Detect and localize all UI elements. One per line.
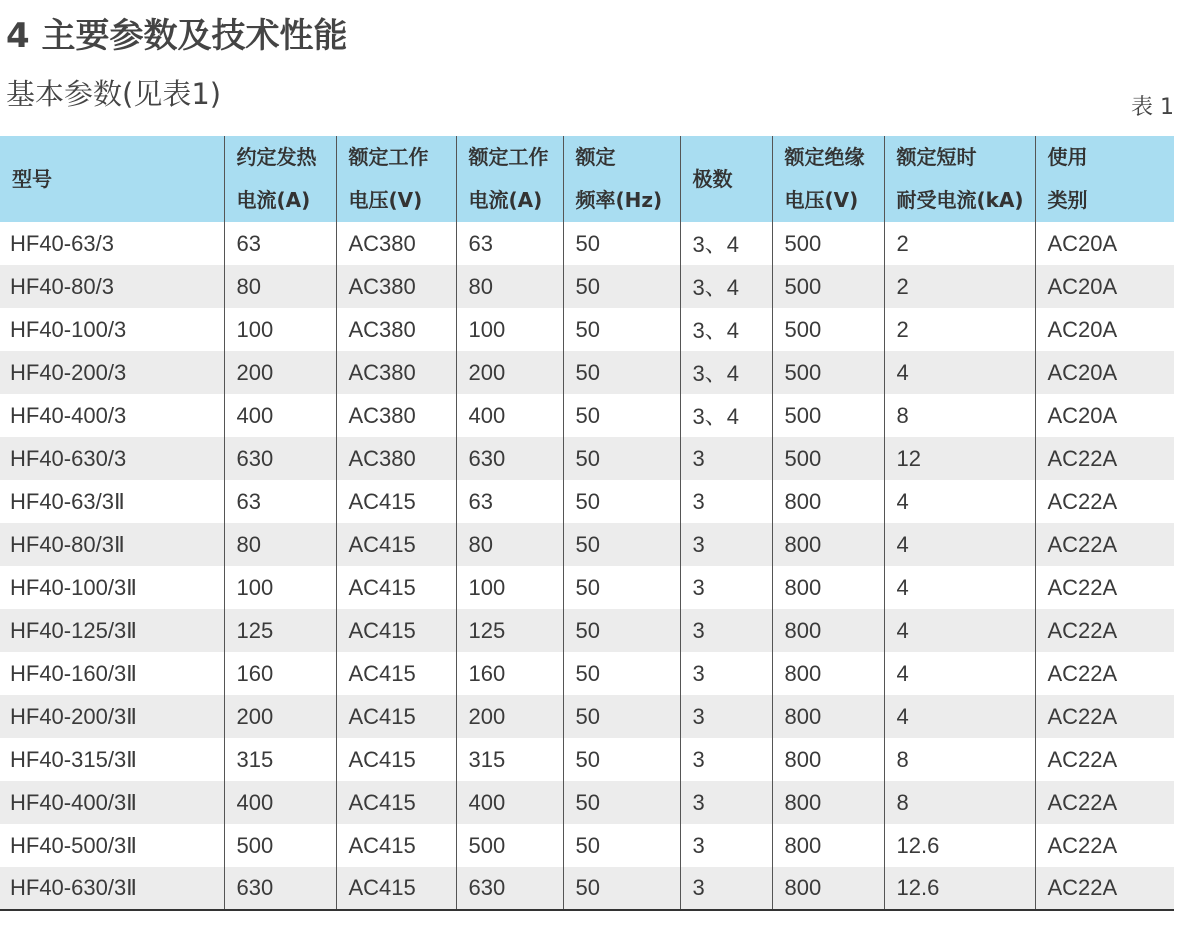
table-cell: 630: [456, 867, 563, 910]
table-row: [0, 867, 1174, 910]
table-cell: HF40-630/3Ⅱ: [10, 875, 138, 900]
table-cell: AC380: [336, 265, 456, 308]
table-cell: AC415: [336, 781, 456, 824]
table-cell: 500: [772, 222, 884, 265]
table-cell: 80: [224, 265, 336, 308]
table-cell: 500: [772, 437, 884, 480]
table-cell: 3、4: [680, 265, 772, 308]
table-cell: AC20A: [1035, 351, 1174, 394]
table-cell: 3: [680, 695, 772, 738]
column-header-line: 使用: [1047, 145, 1088, 169]
table-cell: 200: [224, 351, 336, 394]
column-header-line: 极数: [692, 166, 733, 191]
table-cell: 500: [772, 265, 884, 308]
table-cell: 125: [224, 609, 336, 652]
table-cell: 630: [224, 437, 336, 480]
column-header-line: 电流(A): [468, 188, 543, 212]
column-header-line: 约定发热: [236, 145, 317, 169]
column-header: [456, 136, 563, 222]
table-cell: 3、4: [680, 222, 772, 265]
table-cell: 800: [772, 738, 884, 781]
table-cell: AC20A: [1035, 222, 1174, 265]
column-header: [224, 136, 336, 222]
table-row: [0, 437, 1174, 480]
table-row: [0, 781, 1174, 824]
table-cell: 2: [884, 222, 1035, 265]
table-row: [0, 394, 1174, 437]
table-cell: AC22A: [1035, 867, 1174, 910]
table-cell: 4: [884, 652, 1035, 695]
section-subheading: 基本参数(见表1): [6, 77, 222, 111]
table-cell: 50: [563, 781, 680, 824]
column-header: [336, 136, 456, 222]
table-cell: 3: [680, 867, 772, 910]
table-cell: 50: [563, 609, 680, 652]
table-cell: 50: [563, 351, 680, 394]
table-cell: 800: [772, 824, 884, 867]
table-cell: 400: [456, 781, 563, 824]
table-cell: 63: [224, 480, 336, 523]
column-header-line: 额定短时: [896, 145, 977, 169]
table-cell: 63: [456, 222, 563, 265]
table-cell: HF40-160/3Ⅱ: [10, 660, 138, 686]
table-cell: 50: [563, 222, 680, 265]
table-cell: 500: [772, 308, 884, 351]
table-cell: 50: [563, 480, 680, 523]
table-cell: 3、4: [680, 351, 772, 394]
table-cell: 630: [224, 867, 336, 910]
table-row: [0, 824, 1174, 867]
table-cell: HF40-200/3Ⅱ: [10, 703, 138, 729]
table-cell: 80: [456, 523, 563, 566]
table-cell: 50: [563, 695, 680, 738]
table-cell: 3: [680, 781, 772, 824]
table-row: [0, 738, 1174, 781]
table-cell: 125: [456, 609, 563, 652]
table-cell: AC380: [336, 308, 456, 351]
table-cell: 4: [884, 695, 1035, 738]
table-cell: AC415: [336, 523, 456, 566]
table-cell: HF40-80/3: [10, 273, 114, 299]
column-header-line: 类别: [1047, 188, 1088, 212]
table-cell: 8: [884, 738, 1035, 781]
table-cell: 4: [884, 480, 1035, 523]
table-cell: AC22A: [1035, 695, 1174, 738]
table-cell: 800: [772, 480, 884, 523]
table-cell: 50: [563, 566, 680, 609]
table-cell: 3: [680, 566, 772, 609]
table-cell: HF40-200/3: [10, 359, 127, 385]
table-cell: 2: [884, 265, 1035, 308]
table-cell: HF40-500/3Ⅱ: [10, 832, 138, 858]
table-cell: 800: [772, 566, 884, 609]
table-cell: AC22A: [1035, 824, 1174, 867]
table-cell: HF40-63/3: [10, 230, 114, 256]
table-cell: AC415: [336, 652, 456, 695]
table-row: [0, 566, 1174, 609]
table-cell: 3: [680, 480, 772, 523]
table-cell: 200: [224, 695, 336, 738]
table-cell: AC20A: [1035, 394, 1174, 437]
table-cell: HF40-100/3Ⅱ: [10, 574, 138, 600]
table-cell: AC20A: [1035, 265, 1174, 308]
table-cell: 3、4: [680, 394, 772, 437]
table-cell: 4: [884, 566, 1035, 609]
table-cell: 80: [456, 265, 563, 308]
table-row: [0, 222, 1174, 265]
column-header: [884, 136, 1035, 222]
column-header-line: 频率(Hz): [575, 188, 663, 212]
table-cell: 800: [772, 867, 884, 910]
table-cell: AC415: [336, 867, 456, 910]
table-cell: 500: [456, 824, 563, 867]
table-cell: 8: [884, 394, 1035, 437]
table-cell: 63: [224, 222, 336, 265]
table-cell: 3: [680, 824, 772, 867]
column-header: [772, 136, 884, 222]
table-cell: 50: [563, 652, 680, 695]
table-row: [0, 609, 1174, 652]
table-cell: HF40-100/3: [10, 316, 127, 342]
table-cell: 8: [884, 781, 1035, 824]
table-cell: 80: [224, 523, 336, 566]
table-body: [0, 222, 1174, 910]
table-cell: 160: [224, 652, 336, 695]
table-cell: AC380: [336, 437, 456, 480]
table-cell: 50: [563, 738, 680, 781]
table-cell: AC415: [336, 738, 456, 781]
table-cell: 800: [772, 695, 884, 738]
table-row: [0, 695, 1174, 738]
column-header-line: 额定绝缘: [784, 145, 865, 169]
table-cell: 200: [456, 351, 563, 394]
table-cell: 63: [456, 480, 563, 523]
table-cell: AC22A: [1035, 738, 1174, 781]
table-cell: AC22A: [1035, 566, 1174, 609]
table-cell: 100: [224, 308, 336, 351]
table-cell: 50: [563, 523, 680, 566]
table-cell: HF40-63/3Ⅱ: [10, 488, 125, 514]
table-cell: 50: [563, 265, 680, 308]
table-cell: AC20A: [1035, 308, 1174, 351]
table-cell: 12: [884, 437, 1035, 480]
table-cell: HF40-400/3: [10, 402, 127, 428]
table-cell: 3: [680, 523, 772, 566]
table-cell: 50: [563, 308, 680, 351]
table-cell: 12.6: [884, 867, 1035, 910]
table-cell: 400: [456, 394, 563, 437]
table-cell: AC415: [336, 566, 456, 609]
column-header-line: 型号: [12, 166, 52, 191]
table-row: [0, 265, 1174, 308]
table-cell: 800: [772, 781, 884, 824]
table-cell: 315: [456, 738, 563, 781]
table-header-row: [0, 136, 1174, 222]
table-row: [0, 480, 1174, 523]
table-cell: AC22A: [1035, 437, 1174, 480]
table-cell: 50: [563, 437, 680, 480]
table-cell: AC22A: [1035, 652, 1174, 695]
table-cell: AC415: [336, 824, 456, 867]
table-cell: 4: [884, 351, 1035, 394]
table-cell: AC22A: [1035, 480, 1174, 523]
table-cell: AC415: [336, 695, 456, 738]
table-row: [0, 351, 1174, 394]
table-cell: 3: [680, 652, 772, 695]
table-cell: AC415: [336, 609, 456, 652]
parameters-table: [0, 136, 1174, 911]
table-cell: AC380: [336, 394, 456, 437]
table-cell: 200: [456, 695, 563, 738]
table-cell: HF40-630/3: [10, 445, 127, 471]
table-cell: 3: [680, 738, 772, 781]
table-cell: 160: [456, 652, 563, 695]
table-cell: 500: [772, 394, 884, 437]
table-cell: AC22A: [1035, 781, 1174, 824]
table-cell: 400: [224, 394, 336, 437]
table-cell: 3: [680, 437, 772, 480]
table-cell: 3、4: [680, 308, 772, 351]
table-cell: 800: [772, 523, 884, 566]
table-cell: 3: [680, 609, 772, 652]
table-cell: AC380: [336, 222, 456, 265]
table-cell: AC415: [336, 480, 456, 523]
table-cell: HF40-315/3Ⅱ: [10, 746, 138, 772]
table-cell: 630: [456, 437, 563, 480]
column-header: [1035, 136, 1174, 222]
table-cell: 4: [884, 523, 1035, 566]
table-cell: AC22A: [1035, 523, 1174, 566]
table-row: [0, 652, 1174, 695]
table-cell: 50: [563, 394, 680, 437]
table-cell: 100: [224, 566, 336, 609]
table-cell: 800: [772, 609, 884, 652]
table-cell: 4: [884, 609, 1035, 652]
column-header-line: 电压(V): [348, 188, 423, 212]
column-header-line: 耐受电流(kA): [896, 188, 1024, 212]
table-cell: HF40-125/3Ⅱ: [10, 617, 138, 643]
column-header-line: 额定: [575, 145, 616, 169]
table-cell: 500: [224, 824, 336, 867]
table-cell: AC22A: [1035, 609, 1174, 652]
table-cell: 100: [456, 308, 563, 351]
table-cell: 800: [772, 652, 884, 695]
table-cell: 12.6: [884, 824, 1035, 867]
table-cell: AC380: [336, 351, 456, 394]
table-cell: 2: [884, 308, 1035, 351]
table-cell: 400: [224, 781, 336, 824]
column-header-line: 额定工作: [348, 145, 429, 169]
section-heading: 4 主要参数及技术性能: [6, 16, 348, 56]
table-cell: HF40-80/3Ⅱ: [10, 531, 125, 557]
column-header-line: 电压(V): [784, 188, 859, 212]
column-header: [0, 136, 224, 222]
column-header: [680, 136, 772, 222]
column-header-line: 电流(A): [236, 188, 311, 212]
table-cell: 315: [224, 738, 336, 781]
table-row: [0, 523, 1174, 566]
table-cell: 50: [563, 824, 680, 867]
table-row: [0, 308, 1174, 351]
column-header-line: 额定工作: [468, 145, 549, 169]
table-cell: 50: [563, 867, 680, 910]
table-label: 表 1: [1131, 95, 1174, 120]
column-header: [563, 136, 680, 222]
table-cell: 100: [456, 566, 563, 609]
table-cell: HF40-400/3Ⅱ: [10, 789, 138, 815]
table-cell: 500: [772, 351, 884, 394]
